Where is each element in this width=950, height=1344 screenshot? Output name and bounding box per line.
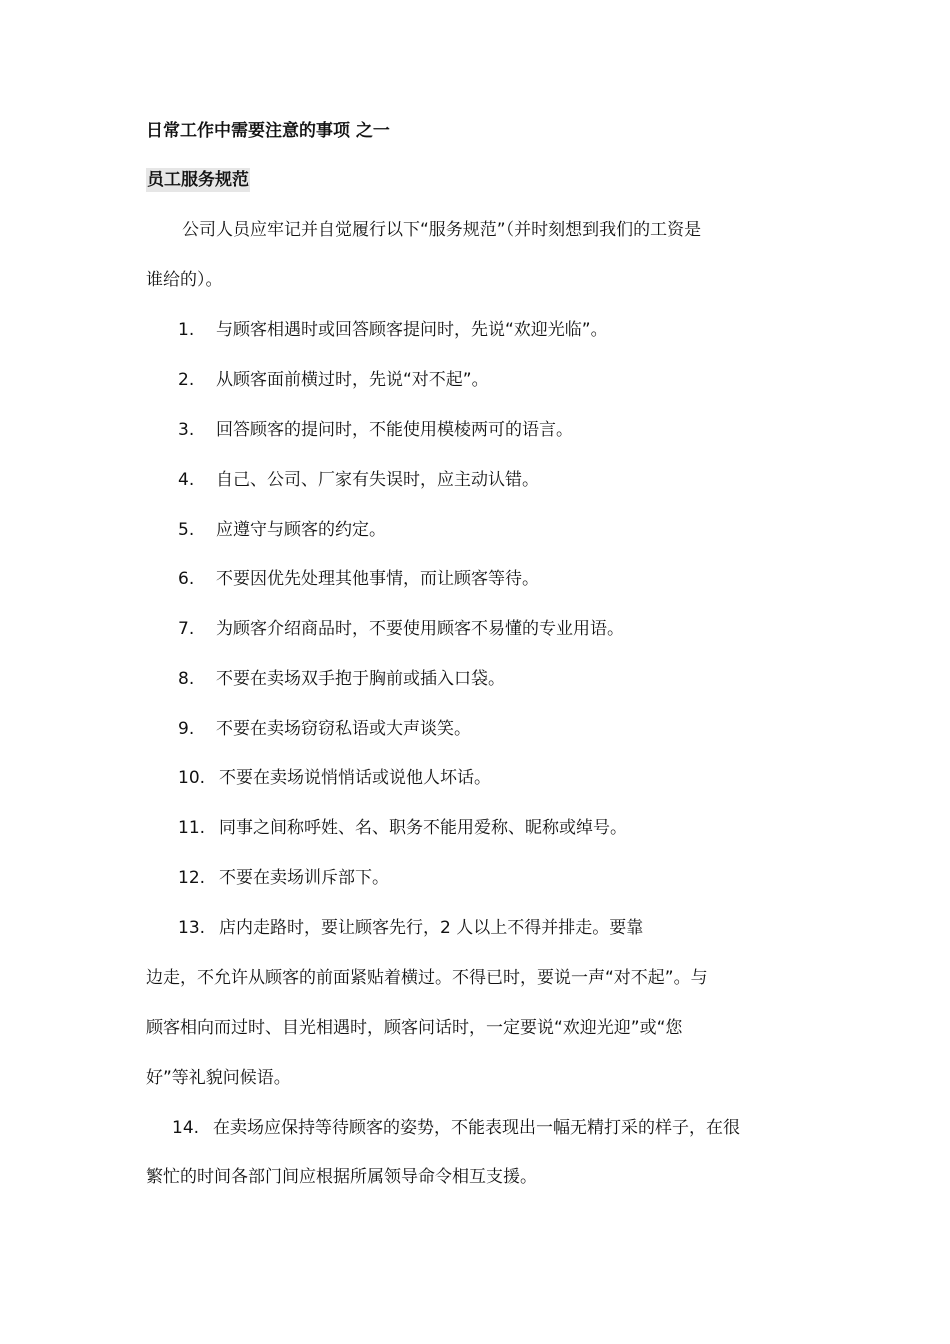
- list-item-12: [178, 866, 389, 890]
- list-item-text: 不要在卖场双手抱于胸前或插入口袋。: [216, 669, 505, 689]
- list-item-3: [178, 418, 573, 442]
- list-item-number: 14.: [172, 1118, 200, 1138]
- list-item-number: 12.: [178, 868, 206, 888]
- list-item-number: 7.: [178, 619, 195, 639]
- list-item-text: 不要在卖场窃窃私语或大声谈笑。: [216, 719, 471, 739]
- list-item-13-continuation-1: 边走，不允许从顾客的前面紧贴着横过。不得已时，要说一声“对不起”。与: [146, 968, 708, 988]
- list-item-1: [178, 318, 608, 342]
- list-item-number: 2.: [178, 370, 195, 390]
- list-item-text: 自己、公司、厂家有失误时，应主动认错。: [216, 470, 539, 490]
- list-item-text: 不要因优先处理其他事情，而让顾客等待。: [216, 569, 539, 589]
- list-item-number: 5.: [178, 520, 195, 540]
- list-item-text: 与顾客相遇时或回答顾客提问时，先说“欢迎光临”。: [216, 320, 608, 340]
- list-item-13-continuation-3: 好”等礼貌问候语。: [146, 1068, 291, 1088]
- list-item-text: 店内走路时，要让顾客先行，2 人以上不得并排走。要靠: [219, 918, 644, 938]
- list-item-2: [178, 368, 489, 392]
- list-item-text: 在卖场应保持等待顾客的姿势，不能表现出一幅无精打采的样子，在很: [213, 1118, 740, 1138]
- list-item-14: [172, 1116, 740, 1140]
- list-item-number: 3.: [178, 420, 195, 440]
- list-item-8: [178, 667, 505, 691]
- section-heading: 员工服务规范: [147, 170, 249, 190]
- list-item-10: [178, 766, 491, 790]
- list-item-9: [178, 717, 471, 741]
- list-item-11: [178, 816, 627, 840]
- list-item-6: [178, 567, 539, 591]
- intro-paragraph-line-1: 公司人员应牢记并自觉履行以下“服务规范”（并时刻想到我们的工资是: [182, 220, 702, 240]
- document-title: 日常工作中需要注意的事项 之一: [146, 121, 390, 141]
- list-item-7: [178, 617, 624, 641]
- list-item-4: [178, 468, 539, 492]
- list-item-5: [178, 518, 386, 542]
- list-item-text: 从顾客面前横过时，先说“对不起”。: [216, 370, 489, 390]
- list-item-text: 回答顾客的提问时，不能使用模棱两可的语言。: [216, 420, 573, 440]
- list-item-text: 不要在卖场训斥部下。: [219, 868, 389, 888]
- list-item-number: 6.: [178, 569, 195, 589]
- list-item-number: 1.: [178, 320, 195, 340]
- list-item-text: 同事之间称呼姓、名、职务不能用爱称、昵称或绰号。: [219, 818, 627, 838]
- list-item-text: 应遵守与顾客的约定。: [216, 520, 386, 540]
- list-item-14-continuation: 繁忙的时间各部门间应根据所属领导命令相互支援。: [146, 1167, 537, 1187]
- list-item-13: [178, 916, 643, 940]
- intro-paragraph-line-2: 谁给的）。: [146, 270, 223, 290]
- list-item-number: 13.: [178, 918, 206, 938]
- list-item-13-continuation-2: 顾客相向而过时、目光相遇时，顾客问话时，一定要说“欢迎光迎”或“您: [146, 1018, 683, 1038]
- list-item-number: 4.: [178, 470, 195, 490]
- list-item-text: 为顾客介绍商品时，不要使用顾客不易懂的专业用语。: [216, 619, 624, 639]
- list-item-text: 不要在卖场说悄悄话或说他人坏话。: [219, 768, 491, 788]
- list-item-number: 8.: [178, 669, 195, 689]
- list-item-number: 11.: [178, 818, 206, 838]
- list-item-number: 10.: [178, 768, 206, 788]
- list-item-number: 9.: [178, 719, 195, 739]
